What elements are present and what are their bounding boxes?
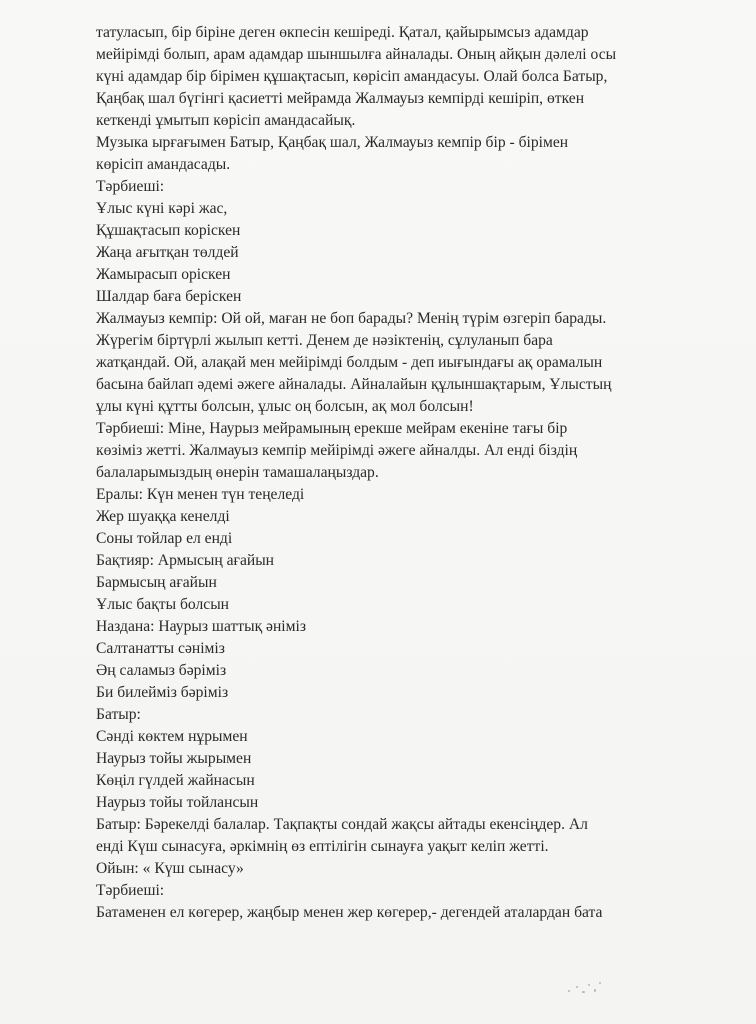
scan-speck — [582, 991, 585, 993]
text-line: басына байлап әдемі әжеге айналады. Айналайын құлыншақтарым, Ұлыстың — [96, 376, 612, 393]
scan-specks — [566, 978, 606, 998]
poem-line: Жер шуаққа кенелді — [96, 508, 230, 525]
text-line: көзіміз жетті. Жалмауыз кемпір мейірімді әжеге айналды. Ал енді біздің — [96, 442, 578, 459]
text-line: Батаменен ел көгерер, жаңбыр менен жер көгерер,- дегендей аталардан бата — [96, 904, 603, 921]
text-line: балаларымыздың өнерін тамашалаңыздар. — [96, 464, 379, 481]
speaker-label: Тәрбиеші: — [96, 178, 165, 195]
text-line: татуласып, бір біріне деген өкпесін кешіреді. Қатал, қайырымсыз адамдар — [96, 24, 589, 41]
poem-line: Наурыз тойы тойлансын — [96, 794, 259, 811]
text-line: жатқандай. Ой, алақай мен мейірімді болдым - деп иығындағы ақ орамалын — [96, 354, 603, 371]
poem-line: Құшақтасып коріскен — [96, 222, 241, 239]
poem-line: Көңіл гүлдей жайнасын — [96, 772, 255, 789]
text-line: Жүрегім біртүрлі жылып кетті. Денем де нәзіктенің, сұлуланып бара — [96, 332, 553, 349]
poem-line: Әң саламыз бәріміз — [96, 662, 227, 679]
text-line: көрісіп амандасады. — [96, 156, 231, 173]
text-line: күні адамдар бір бірімен құшақтасып, көрісіп амандасуы. Олай болса Батыр, — [96, 68, 608, 85]
text-line: Музыка ырғағымен Батыр, Қаңбақ шал, Жалмауыз кемпір бір - бірімен — [96, 134, 569, 151]
scan-speck — [576, 986, 578, 988]
poem-line: Жамырасып оріскен — [96, 266, 231, 283]
poem-line: Бармысың ағайын — [96, 574, 217, 591]
poem-line: Сәнді көктем нұрымен — [96, 728, 248, 745]
poem-line: Ұлыс бақты болсын — [96, 596, 230, 613]
text-line: мейірімді болып, арам адамдар шыншылға айналады. Оның айқын дәлелі осы — [96, 46, 617, 63]
poem-line: Наздана: Наурыз шаттық әніміз — [96, 618, 306, 635]
poem-line: Жаңа ағытқан төлдей — [96, 244, 239, 261]
poem-line: Ералы: Күн менен түн теңеледі — [96, 486, 305, 503]
poem-line: Соны тойлар ел енді — [96, 530, 233, 547]
scan-speck — [599, 982, 601, 984]
poem-line: Салтанатты сәніміз — [96, 640, 225, 657]
speaker-label: Тәрбиеші: — [96, 882, 165, 899]
text-line: кеткенді ұмытып көрісіп амандасайық. — [96, 112, 356, 129]
text-line: Батыр: Бәрекелді балалар. Тақпақты сондай жақсы айтады екенсіңдер. Ал — [96, 816, 588, 833]
scan-speck — [588, 984, 590, 986]
scan-speck — [568, 990, 570, 992]
text-line: Ойын: « Күш сынасу» — [96, 860, 244, 877]
text-line: Тәрбиеші: Міне, Наурыз мейрамының ерекше мейрам екеніне тағы бір — [96, 420, 568, 437]
poem-line: Бақтияр: Армысың ағайын — [96, 552, 275, 569]
document-body — [96, 22, 676, 924]
text-line: ұлы күні құтты болсын, ұлыс оң болсын, ақ мол болсын! — [96, 398, 474, 415]
poem-line: Наурыз тойы жырымен — [96, 750, 252, 767]
text-line: Жалмауыз кемпір: Ой ой, маған не боп барады? Менің түрім өзгеріп барады. — [96, 310, 607, 327]
scan-speck — [594, 989, 596, 992]
speaker-label: Батыр: — [96, 706, 141, 723]
text-line: Қаңбақ шал бүгінгі қасиетті мейрамда Жалмауыз кемпірді кешіріп, өткен — [96, 90, 585, 107]
text-line: енді Күш сынасуға, әркімнің өз ептілігін сынауға уақыт келіп жетті. — [96, 838, 549, 855]
poem-line: Шалдар баға берiскен — [96, 288, 242, 305]
poem-line: Ұлыс күні кәрі жас, — [96, 200, 228, 217]
poem-line: Би билейміз бәріміз — [96, 684, 229, 701]
